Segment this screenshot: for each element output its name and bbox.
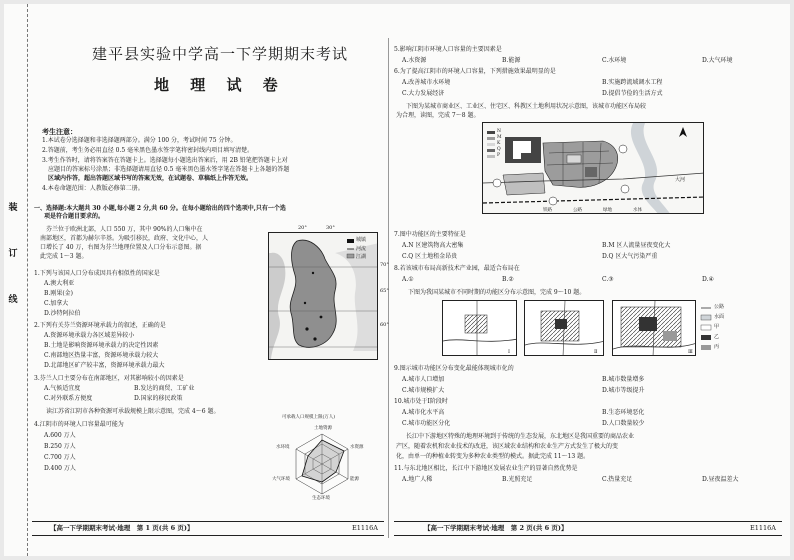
q2-stem: 2.下列有关芬兰资源环境承载力的叙述，正确的是 xyxy=(34,322,166,329)
exam-sheet xyxy=(4,4,790,556)
q1-stem: 1.下列与该国人口分布成因具有相似性的国家是 xyxy=(34,270,160,277)
q11-opt-c: C.热量充足 xyxy=(602,476,633,483)
footer-text-1: 【高一下学期期末考试·地理 第 1 页(共 6 页)】 xyxy=(50,524,194,532)
stage-legend-b: 乙 xyxy=(714,334,720,340)
exam-title: 建平县实验中学高一下学期期末考试 xyxy=(92,45,349,63)
q7-opt-d: D.Q 区大气污染严重 xyxy=(602,253,658,260)
intro-5-line-3: 化，由单一的种植业转变为多种农业类型的模式。据此完成 11～13 题。 xyxy=(396,453,590,460)
intro-line-3: 口增长了 40 万，右图为芬兰地理位置及人口分布示意图。据 xyxy=(40,244,202,251)
note-3b: 应题目的答案标号涂黑；非选择题请用直径 0.5 毫米黑色墨水签字笔在答题卡上各题的答题 xyxy=(48,166,290,173)
q6-opt-c: C.大力发展经济 xyxy=(402,90,445,97)
q6-opt-d: D.提倡节俭的生活方式 xyxy=(602,90,663,97)
binding-char-1: 装 xyxy=(8,203,18,213)
citymap-label-green: 绿地 xyxy=(603,208,612,213)
q11-opt-b: B.光照充足 xyxy=(502,476,533,483)
binding-margin xyxy=(4,4,28,556)
q4-opt-a: A.600 万人 xyxy=(44,432,76,439)
q6-opt-a: A.改善城市水环境 xyxy=(402,79,451,86)
citymap-label-m: M xyxy=(497,135,502,140)
q11-opt-a: A.地广人稀 xyxy=(402,476,433,483)
footer-page-2 xyxy=(394,521,782,536)
intro-5-line-2: 产区，随着农机和农业技术的改进，该区域农业结构和农业生产方式发生了极大的变 xyxy=(396,443,619,450)
q8-opt-c: C.③ xyxy=(602,276,614,283)
intro-5-line-1: 长江中下游地区特殊的地理环境到于传统的生态发展，东北地区是我国重要的商品农业 xyxy=(406,433,635,440)
intro-4: 下图为我国某城市不同时期的功能区分布示意图，完成 9～10 题。 xyxy=(408,289,586,296)
q3-opt-b: B.发达的商贸、工矿业 xyxy=(134,385,195,392)
q7-stem: 7.图中功能区的主要特征是 xyxy=(394,231,466,238)
q8-opt-b: B.② xyxy=(502,276,514,283)
q8-opt-d: D.④ xyxy=(702,276,714,283)
finland-map xyxy=(268,232,378,360)
binding-char-3: 线 xyxy=(8,295,18,305)
legend-lake: 江湖 xyxy=(356,254,367,260)
q4-opt-b: B.250 万人 xyxy=(44,443,76,450)
q10-opt-b: B.生态环境恶化 xyxy=(602,409,645,416)
footer-code-2: E1116A xyxy=(750,524,776,532)
q1-opt-b: B.刚果(金) xyxy=(44,290,73,297)
intro-line-4: 此完成 1～3 题。 xyxy=(40,253,88,260)
q7-opt-a: A.N 区建筑物高大密集 xyxy=(402,242,464,249)
stage-legend xyxy=(700,304,740,356)
footer-text-2: 【高一下学期期末考试·地理 第 2 页(共 6 页)】 xyxy=(424,524,568,532)
radar-title: 可承载人口规模上限(万人) xyxy=(282,415,336,420)
radar-label-waterenv: 水环境 xyxy=(276,445,290,450)
q11-stem: 11.与东北地区相比，长江中下游地区发展农业生产的显著自然优势是 xyxy=(394,465,578,472)
q3-opt-a: A.气候适宜度 xyxy=(44,385,81,392)
q10-opt-a: A.城市化水平高 xyxy=(402,409,445,416)
intro-line-2: 南部地区，首都为赫尔辛基。为吸引移民，政府、文化中心，人 xyxy=(40,235,209,242)
citymap-label-road: 公路 xyxy=(573,208,582,213)
q5-opt-d: D.大气环境 xyxy=(702,57,733,64)
legend-river: 河流 xyxy=(356,246,367,252)
q9-opt-c: C.城市规模扩大 xyxy=(402,387,445,394)
stage-num-2: Ⅱ xyxy=(594,349,598,355)
q9-opt-a: A.城市人口增加 xyxy=(402,376,445,383)
q5-stem: 5.影响江阴市环境人口容量的主要因素是 xyxy=(394,46,502,53)
q1-opt-d: D.沙特阿拉伯 xyxy=(44,310,81,317)
q1-opt-a: A.澳大利亚 xyxy=(44,280,75,287)
q2-opt-d: D.北部地区矿产较丰富，资源环境承载力最大 xyxy=(44,362,165,369)
stage-legend-water: 水面 xyxy=(714,314,725,320)
page-2 xyxy=(394,4,784,556)
stage-map-1 xyxy=(442,300,517,356)
radar-label-land: 土地资源 xyxy=(314,426,332,431)
footer-code-1: E1116A xyxy=(352,524,378,532)
citymap-label-p: P xyxy=(497,153,501,158)
q10-stem: 10.城市处于Ⅰ阶段时 xyxy=(394,398,448,405)
q3-stem: 3.芬兰人口主要分布在南部地区，对其影响较小的因素是 xyxy=(34,375,184,382)
intro-2: 读江苏省江阴市各种资源可承载规模上限示意图，完成 4～6 题。 xyxy=(46,408,220,415)
q2-opt-b: B.土地是影响资源环境承载力的决定性因素 xyxy=(44,342,159,349)
q9-opt-d: D.城市等级提升 xyxy=(602,387,645,394)
legend-town: 城镇 xyxy=(356,237,367,243)
page-1 xyxy=(32,4,389,556)
section1-heading: 一、选择题:本大题共 30 小题,每小题 2 分,共 60 分。在每小题给出的四个选项中,只有一个选 xyxy=(34,205,286,212)
q9-opt-b: B.城市数量增多 xyxy=(602,376,645,383)
section1-heading-2: 项是符合题目要求的。 xyxy=(44,213,105,220)
radar-label-energy: 能源 xyxy=(350,477,359,482)
q9-stem: 9.图示城市功能区分布变化最能体现城市化的 xyxy=(394,365,514,372)
q7-opt-b: B.M 区人流量昼夜变化大 xyxy=(602,242,671,249)
citymap-label-river: 大河 xyxy=(675,177,686,183)
footer-page-1 xyxy=(32,521,384,536)
map-lat-60: 60° xyxy=(380,322,389,328)
note-1: 1.本试卷分选择题和非选择题两部分。满分 100 分，考试时间 75 分钟。 xyxy=(42,137,237,144)
note-3c: 区域内作答，超出答题区域书写的答案无效，在试题卷、草稿纸上作答无效。 xyxy=(48,175,253,182)
notes-heading: 考生注意： xyxy=(42,127,77,136)
binding-char-2: 订 xyxy=(8,249,18,259)
q6-opt-b: B.实施跨流域调水工程 xyxy=(602,79,663,86)
map-lon-30: 30° xyxy=(326,225,335,231)
q10-opt-d: D.人口数量较少 xyxy=(602,420,645,427)
q3-opt-d: D.国家的移民政策 xyxy=(134,395,183,402)
q6-stem: 6.为了提高江阴市的环境人口容量，下列措施效果最明显的是 xyxy=(394,68,556,75)
note-4: 4.本卷命题范围：人教版必修第二册。 xyxy=(42,185,144,192)
map-lon-20: 20° xyxy=(298,225,307,231)
q1-opt-c: C.加拿大 xyxy=(44,300,69,307)
q5-opt-c: C.水环境 xyxy=(602,57,627,64)
q4-opt-d: D.400 万人 xyxy=(44,465,76,472)
note-2: 2.答题前，考生务必用直径 0.5 毫米黑色墨水签字笔将密封线内项目填写清楚。 xyxy=(42,147,254,154)
stage-legend-c: 丙 xyxy=(714,344,720,350)
intro-3-line-1: 下图为某城市商业区、工业区、住宅区、科教区土地利用状况示意图，该城市功能区布局较 xyxy=(406,103,647,110)
stage-legend-road: 公路 xyxy=(714,304,725,310)
map-lat-65: 65° xyxy=(380,288,389,294)
stage-legend-a: 甲 xyxy=(714,324,720,330)
radar-label-water: 水资源 xyxy=(350,445,364,450)
q11-opt-d: D.昼夜温差大 xyxy=(702,476,739,483)
map-lat-70: 70° xyxy=(380,262,389,268)
q3-opt-c: C.对外联系方便度 xyxy=(44,395,93,402)
q4-opt-c: C.700 万人 xyxy=(44,454,76,461)
q4-stem: 4.江阴市的环境人口容量最可能为 xyxy=(34,421,124,428)
q5-opt-b: B.能源 xyxy=(502,57,521,64)
citymap-label-rail: 铁路 xyxy=(543,208,552,213)
citymap-label-water: 水体 xyxy=(633,208,642,213)
subject-title: 地 理 试 卷 xyxy=(154,76,286,94)
stage-map-3 xyxy=(612,300,696,356)
q8-opt-a: A.① xyxy=(402,276,414,283)
q8-stem: 8.若该城市布局高新技术产业园，最适合布局在 xyxy=(394,265,520,272)
q7-opt-c: C.Q 区土地租金昂贵 xyxy=(402,253,458,260)
intro-3-line-2: 为合理，读图，完成 7～8 题。 xyxy=(396,112,480,119)
stage-num-3: Ⅲ xyxy=(688,349,693,355)
note-3: 3.考生作答时，请将答案答在答题卡上。选择题每小题选出答案后，用 2B 铅笔把答题卡上对 xyxy=(42,157,288,164)
radar-label-air: 大气环境 xyxy=(272,477,290,482)
intro-line-1: 芬兰位于欧洲北部，人口 550 万，其中 90%的人口集中在 xyxy=(46,226,203,233)
citymap-label-k: K xyxy=(497,141,501,146)
stage-map-2 xyxy=(524,300,604,356)
citymap-label-q: Q xyxy=(497,147,501,152)
q2-opt-c: C.南部地区热量丰富，资源环境承载力较大 xyxy=(44,352,159,359)
radar-label-eco: 生态环境 xyxy=(312,496,330,501)
q2-opt-a: A.资源环境承载力各区域差异较小 xyxy=(44,332,135,339)
stage-num-1: Ⅰ xyxy=(508,349,510,355)
q10-opt-c: C.城市功能区分化 xyxy=(402,420,451,427)
city-landuse-map xyxy=(482,122,704,214)
citymap-label-n: N xyxy=(497,129,501,134)
q5-opt-a: A.水资源 xyxy=(402,57,427,64)
resource-radar-figure xyxy=(266,414,378,514)
